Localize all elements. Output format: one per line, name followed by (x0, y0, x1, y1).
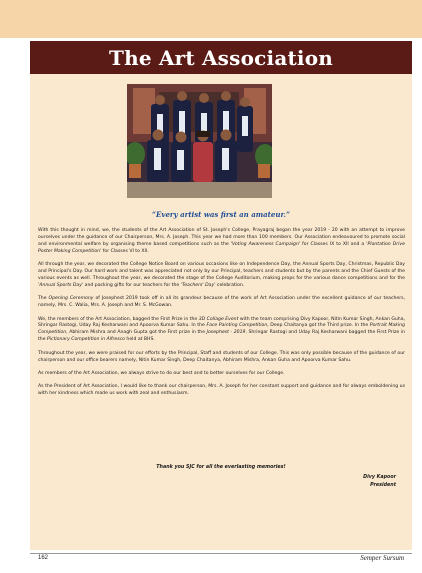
top-decorative-band (0, 0, 422, 38)
text-run: , Abhiram Mishra and Anagh Gupta got the First prize in the (66, 330, 207, 336)
paragraph (38, 296, 405, 310)
text-run: for Classes VI to XII. (101, 248, 149, 254)
italic-phrase: Face Painting Competition (206, 323, 268, 329)
paragraph (38, 262, 405, 290)
italic-phrase: Opening Ceremony (48, 296, 94, 302)
italic-phrase: 'Teachers' Day' (180, 282, 216, 288)
footer-brand: Semper Sursum (360, 554, 404, 562)
text-run: . Shringar Rastogi and Uday Raj Kesharwani bagged the First Prize in the (38, 330, 405, 343)
text-run: for Classes IX to XII and a (300, 241, 367, 247)
title-bar (30, 41, 412, 74)
page-number: 162 (38, 555, 49, 561)
article-body (38, 228, 405, 405)
italic-phrase: 'Voting Awareness Campaign' (230, 241, 301, 247)
text-run: With this thought in mind, we, the students of the Art Association of St. Joseph's College, Prayagraj began the year 2019 - 20 with an attempt to improve ourselves under the guidance of our Chairperson, Mrs. A. Joseph. This year we had more than 100 members. Our Association endeavoured to promote social and environmental welfare by organising theme based competitions such as the (38, 228, 405, 247)
paragraph (38, 228, 405, 256)
text-run: As the President of Art Association, I would like to thank our chairperson, Mrs. A. Joseph for her constant support and guidance and for always emboldening us with her kindness which made us work with zeal and enthusiasm. (38, 384, 405, 397)
closing-thanks: Thank you SJC for all the everlasting memories! (156, 465, 286, 470)
text-run: , Deep Chaitanya got the Third prize. In the (267, 323, 370, 329)
text-run: celebration. (215, 282, 245, 288)
text-run: The (38, 296, 49, 302)
footer-divider (30, 553, 412, 554)
quote: “Every artist was first an amateur.” (152, 210, 290, 219)
text-run: We, the members of the Art Association, bagged the First Prize in the (38, 316, 199, 322)
signature-name: Divy Kapoor (363, 475, 396, 480)
page-title: The Art Association (109, 45, 333, 70)
text-run: Throughout the year, we were praised for our efforts by the Principal, Staff and students of our College. This was only possible because of the guidance of our chairperson and our office bearers namely, Nitin Kumar Singh, Deep Chaitanya, Abhiram Mishra, Ankan Guha and Apoorva Kumar Sahu. (38, 350, 405, 363)
group-photo (127, 84, 272, 198)
italic-phrase: Portrait Making Competition (38, 323, 405, 336)
text-run: of Josephest 2019 took off in all its grandeur because of the work of Art Association under the excellent guidance of our teachers, namely, Mrs. C. Walia, Mrs. A. Joseph and Mr. S. McGowan. (38, 296, 405, 309)
italic-phrase: 'Annual Sports Day' (38, 282, 84, 288)
paragraph (38, 317, 405, 345)
text-run: As members of the Art Association, we always strive to do our best and to better ourselves for our College. (38, 371, 285, 376)
italic-phrase: Pictionary Competition in Alfresco (47, 337, 125, 343)
italic-phrase: Josephest - 2019 (206, 330, 246, 336)
paragraph (38, 384, 405, 398)
text-run: and packing gifts for our teachers for the (83, 282, 181, 288)
signature-block (363, 474, 396, 490)
italic-phrase: 3D Collage Event (198, 316, 239, 322)
signature-role: President (370, 483, 396, 488)
group-photo-image (127, 84, 272, 198)
text-run: All through the year, we decorated the College Notice Board on various occasions like on Independence Day, the Annual Sports Day, Christmas, Republic Day and Principal's Day. Our hard work and talent was appreciated not only by our Principal, teachers and students but by the parents and the Chief Guests of the various events as well. Throughout the year, we decorated the stage of the College Auditorium, making props for the various dance competitions and for the (38, 262, 405, 281)
text-run: held at BHS. (124, 337, 155, 343)
paragraph (38, 371, 405, 378)
text-run: with the team comprising Divy Kapoor, Nitin Kumar Singh, Ankan Guha, Shringar Rastogi, Uday Raj Kesharwani and Apoorva Kumar Sahu. In the (38, 316, 405, 329)
italic-phrase: 'Plantation Drive Poster Making Competition' (38, 241, 405, 254)
paragraph (38, 351, 405, 365)
